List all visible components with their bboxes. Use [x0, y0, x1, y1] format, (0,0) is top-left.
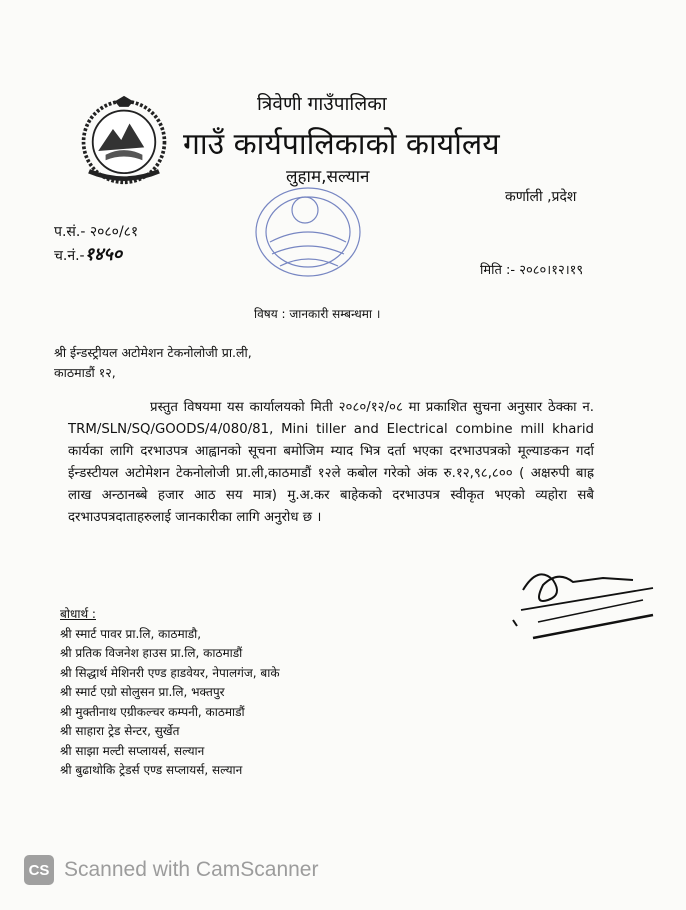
- cc-list: [60, 605, 280, 781]
- letter-date: मिति :- २०८०।१२।१९: [480, 263, 584, 278]
- municipality-name: त्रिवेणी गाउँपालिका: [257, 93, 387, 115]
- dispatch-value: १४५०: [84, 244, 123, 265]
- office-name: गाउँ कार्यपालिकाको कार्यालय: [183, 127, 500, 162]
- letter-body: प्रस्तुत विषयमा यस कार्यालयको मिती २०८०/१२/०८ मा प्रकाशित सुचना अनुसार ठेक्का न. TRM/SLN/SQ/GOODS/4/080/81, Mini tiller and Electrical combine mill kharid कार्यका लागि दरभाउपत्र आह्वानको सूचना बमोजिम म्याद भित्र दर्ता भएका दरभाउपत्रको मूल्याङकन गर्दा ईन्डस्टीयल अटोमेशन टेकनोलोजी प्रा.ली,काठमाडौं १२ले कबोल गरेको अंक रु.१२,९८,८०० ( अक्षरुपी बाह्र लाख अन्ठानब्बे हजार आठ सय मात्र) मु.अ.कर बाहेकको दरभाउपत्र स्वीकृत भएको व्यहोरा सबै दरभाउपत्रदाताहरुलाई जानकारीका लागि अनुरोध छ ।: [68, 400, 594, 525]
- cc-title: बोधार्थ :: [60, 607, 96, 621]
- camscanner-logo-icon: CS: [24, 855, 54, 885]
- signature: [503, 560, 663, 640]
- office-stamp: [250, 182, 365, 282]
- watermark-text: Scanned with CamScanner: [64, 858, 319, 881]
- office-location: लुहाम,सल्यान: [286, 167, 370, 187]
- recipient-address: काठमाडौं १२,: [54, 365, 116, 380]
- province-name: कर्णाली ,प्रदेश: [505, 189, 577, 205]
- nepal-emblem-icon: [78, 94, 170, 186]
- cc-item: श्री साहारा ट्रेड सेन्टर, सुर्खेत: [60, 724, 180, 738]
- cc-item: श्री साझा मल्टी सप्लायर्स, सल्यान: [60, 743, 205, 758]
- reference-number: प.सं.- २०८०/८१: [54, 224, 139, 240]
- camscanner-watermark: [24, 852, 318, 888]
- cc-item: श्री प्रतिक विजनेश हाउस प्रा.लि, काठमाडौं: [60, 646, 243, 660]
- dispatch-number: [54, 242, 122, 266]
- cc-item: श्री सिद्धार्थ मेशिनरी एण्ड हाडवेयर, नेपालगंज, बाके: [60, 665, 280, 680]
- cc-item: श्री स्मार्ट एग्रो सोलुसन प्रा.लि, भक्तपुर: [60, 685, 225, 699]
- cc-item: श्री मुक्तीनाथ एग्रीकल्चर कम्पनी, काठमाडौं: [60, 704, 245, 719]
- recipient-name: श्री ईन्डस्ट्रीयल अटोमेशन टेकनोलोजी प्रा.ली,: [54, 345, 252, 360]
- dispatch-label: च.नं.-: [54, 248, 85, 264]
- letter-subject: विषय : जानकारी सम्बन्धमा ।: [254, 307, 381, 321]
- cc-item: श्री बुढाथोकि ट्रेडर्स एण्ड सप्लायर्स, सल्यान: [60, 763, 243, 777]
- cc-item: श्री स्मार्ट पावर प्रा.लि, काठमाडौ,: [60, 626, 202, 641]
